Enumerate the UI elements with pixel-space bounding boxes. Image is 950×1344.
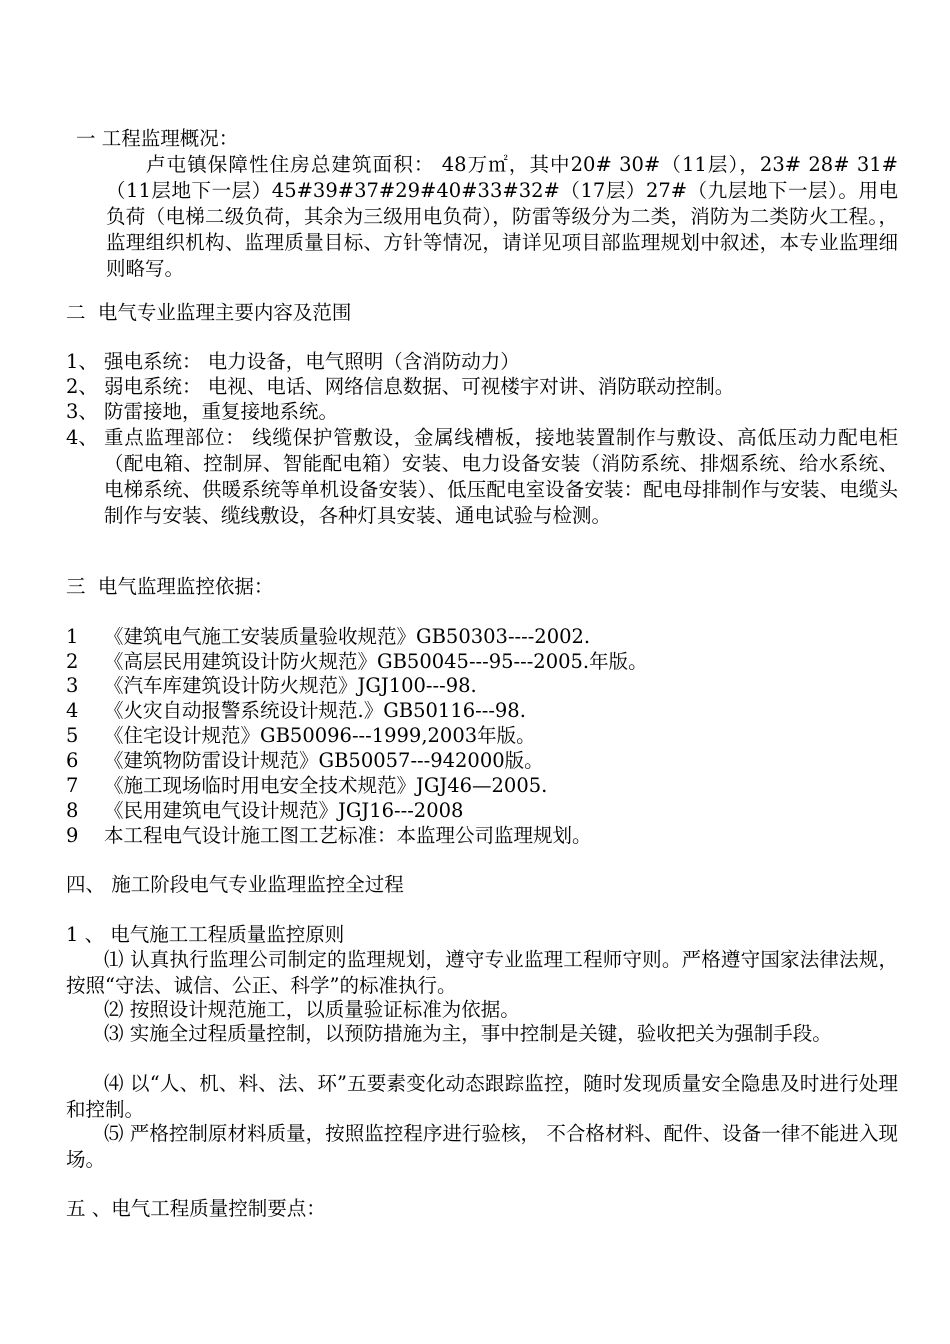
principle-point: ⑸ 严格控制原材料质量，按照监控程序进行验核， 不合格材料、配件、设备一律不能进入现场。 [66, 1122, 898, 1171]
list-item-number: 2、 [66, 375, 98, 398]
section-4-heading: 四、 施工阶段电气专业监理监控全过程 [66, 873, 404, 896]
standard-item-number: 1 [66, 625, 79, 648]
standard-item-text: 《住宅设计规范》GB50096---1999,2003年版。 [104, 724, 536, 747]
list-item-number: 4、 [66, 426, 98, 449]
list-item-number: 1、 [66, 350, 98, 373]
section-4-subheading: 1 、 电气施工工程质量监控原则 [66, 923, 345, 946]
section-1-heading: 一 工程监理概况： [76, 127, 239, 150]
list-item-text: 重点监理部位： 线缆保护管敷设，金属线槽板，接地装置制作与敷设、高低压动力配电柜（配电箱、控制屏、智能配电箱）安装、电力设备安装（消防系统、排烟系统、给水系统、电梯系统、供暖系统等单机设备安装）、低压配电室设备安装：配电母排制作与安装、电缆头制作与安装、缆线敷设，各种灯具安装、通电试验与检测。 [104, 426, 898, 527]
standard-item-text: 《民用建筑电气设计规范》JGJ16---2008 [104, 799, 464, 822]
standard-item-text: 《施工现场临时用电安全技术规范》JGJ46—2005. [104, 774, 548, 797]
standard-item-number: 6 [66, 749, 79, 772]
list-item-text: 强电系统： 电力设备，电气照明（含消防动力） [104, 350, 520, 373]
principle-point: ⑶ 实施全过程质量控制，以预防措施为主，事中控制是关键，验收把关为强制手段。 [104, 1022, 832, 1045]
principle-point: ⑵ 按照设计规范施工，以质量验证标准为依据。 [104, 998, 520, 1021]
principle-point: ⑷ 以“人、机、料、法、环”五要素变化动态跟踪监控，随时发现质量安全隐患及时进行处理和控制。 [66, 1072, 898, 1121]
standard-item-text: 《高层民用建筑设计防火规范》GB50045---95---2005.年版。 [104, 650, 648, 673]
standard-item-number: 5 [66, 724, 79, 747]
list-item-number: 3、 [66, 400, 98, 423]
standard-item-number: 3 [66, 674, 79, 697]
section-1-paragraph: 卢屯镇保障性住房总建筑面积： 48万㎡，其中20# 30#（11层），23# 28# 31#（11层地下一层）45#39#37#29#40#33#32#（17层）27#（九层地下一层）。用电负荷（电梯二级负荷，其余为三级用电负荷），防雷等级分为二类，消防为二类防火工程。，监理组织机构、监理质量目标、方针等情况，请详见项目部监理规划中叙述，本专业监理细则略写。 [106, 153, 898, 280]
standard-item-number: 8 [66, 799, 79, 822]
standard-item-number: 9 [66, 824, 79, 847]
list-item-text: 弱电系统： 电视、电话、网络信息数据、可视楼宇对讲、消防联动控制。 [104, 375, 735, 398]
section-3-heading: 三 电气监理监控依据： [66, 575, 274, 598]
principle-point: ⑴ 认真执行监理公司制定的监理规划，遵守专业监理工程师守则。严格遵守国家法律法规，按照“守法、诚信、公正、科学”的标准执行。 [66, 948, 898, 997]
section-2-heading: 二 电气专业监理主要内容及范围 [66, 301, 352, 324]
standard-item-number: 2 [66, 650, 79, 673]
standard-item-text: 《火灾自动报警系统设计规范.》GB50116---98. [104, 699, 526, 722]
standard-item-number: 7 [66, 774, 79, 797]
standard-item-text: 本工程电气设计施工图工艺标准：本监理公司监理规划。 [104, 824, 592, 847]
standard-item-text: 《汽车库建筑设计防火规范》JGJ100---98. [104, 674, 477, 697]
standard-item-number: 4 [66, 699, 79, 722]
list-item-text: 防雷接地，重复接地系统。 [104, 400, 339, 423]
standard-item-text: 《建筑电气施工安装质量验收规范》GB50303----2002. [104, 625, 591, 648]
section-5-heading: 五 、电气工程质量控制要点： [66, 1197, 326, 1220]
standard-item-text: 《建筑物防雷设计规范》GB50057---942000版。 [104, 749, 544, 772]
